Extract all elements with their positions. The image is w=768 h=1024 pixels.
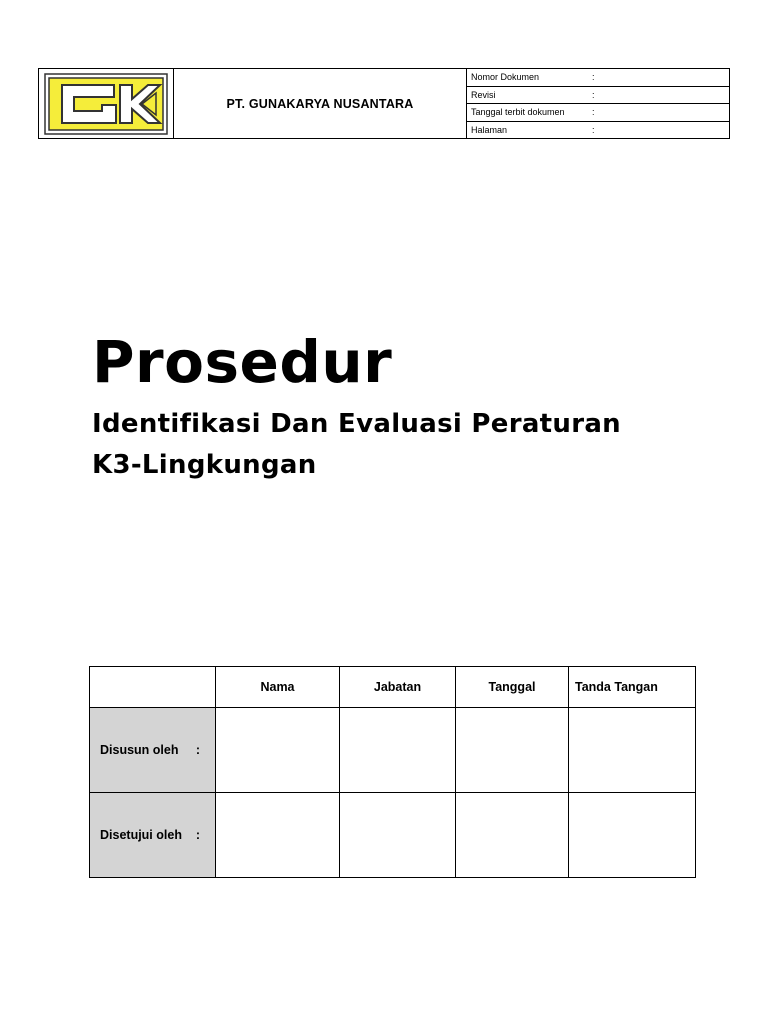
column-header-tanggal: Tanggal: [456, 667, 569, 708]
cell-tanggal: [456, 708, 569, 793]
document-meta: [467, 69, 729, 138]
row-label-text: Disetujui oleh: [100, 828, 182, 842]
table-row: [90, 793, 696, 878]
meta-label: Tanggal terbit dokumen: [471, 107, 565, 118]
cell-tanda-tangan: [569, 793, 696, 878]
column-header-jabatan: Jabatan: [340, 667, 456, 708]
meta-colon: :: [592, 107, 595, 118]
company-name: PT. GUNAKARYA NUSANTARA: [174, 69, 467, 138]
meta-row-nomor-dokumen: [467, 69, 729, 87]
meta-label: Revisi: [471, 89, 496, 100]
approval-header-row: [90, 667, 696, 708]
table-row: [90, 708, 696, 793]
subtitle-line-2: K3-Lingkungan: [92, 450, 317, 480]
row-label-colon: :: [195, 828, 201, 842]
document-title: Prosedur: [92, 328, 393, 396]
logo-cell: [39, 69, 174, 138]
cell-jabatan: [340, 708, 456, 793]
approval-table: [89, 666, 696, 878]
meta-label: Nomor Dokumen: [471, 72, 540, 83]
row-label-text: Disusun oleh: [100, 743, 179, 757]
subtitle-line-1: Identifikasi Dan Evaluasi Peraturan: [92, 409, 621, 439]
cell-tanda-tangan: [569, 708, 696, 793]
cell-nama: [216, 793, 340, 878]
row-label-colon: :: [195, 743, 201, 757]
meta-label: Halaman: [471, 124, 508, 135]
meta-colon: :: [592, 89, 595, 100]
meta-row-tanggal-terbit: [467, 104, 729, 122]
document-header: [38, 68, 730, 139]
meta-colon: :: [592, 124, 595, 135]
cell-tanggal: [456, 793, 569, 878]
row-label-disetujui: [90, 793, 216, 878]
cell-nama: [216, 708, 340, 793]
company-logo-icon: [44, 73, 168, 135]
row-label-disusun: [90, 708, 216, 793]
meta-row-revisi: [467, 87, 729, 105]
document-subtitle: [92, 404, 732, 486]
empty-header-cell: [90, 667, 216, 708]
meta-colon: :: [592, 72, 595, 83]
cell-jabatan: [340, 793, 456, 878]
meta-row-halaman: [467, 122, 729, 139]
column-header-nama: Nama: [216, 667, 340, 708]
column-header-tanda-tangan: Tanda Tangan: [569, 667, 696, 708]
